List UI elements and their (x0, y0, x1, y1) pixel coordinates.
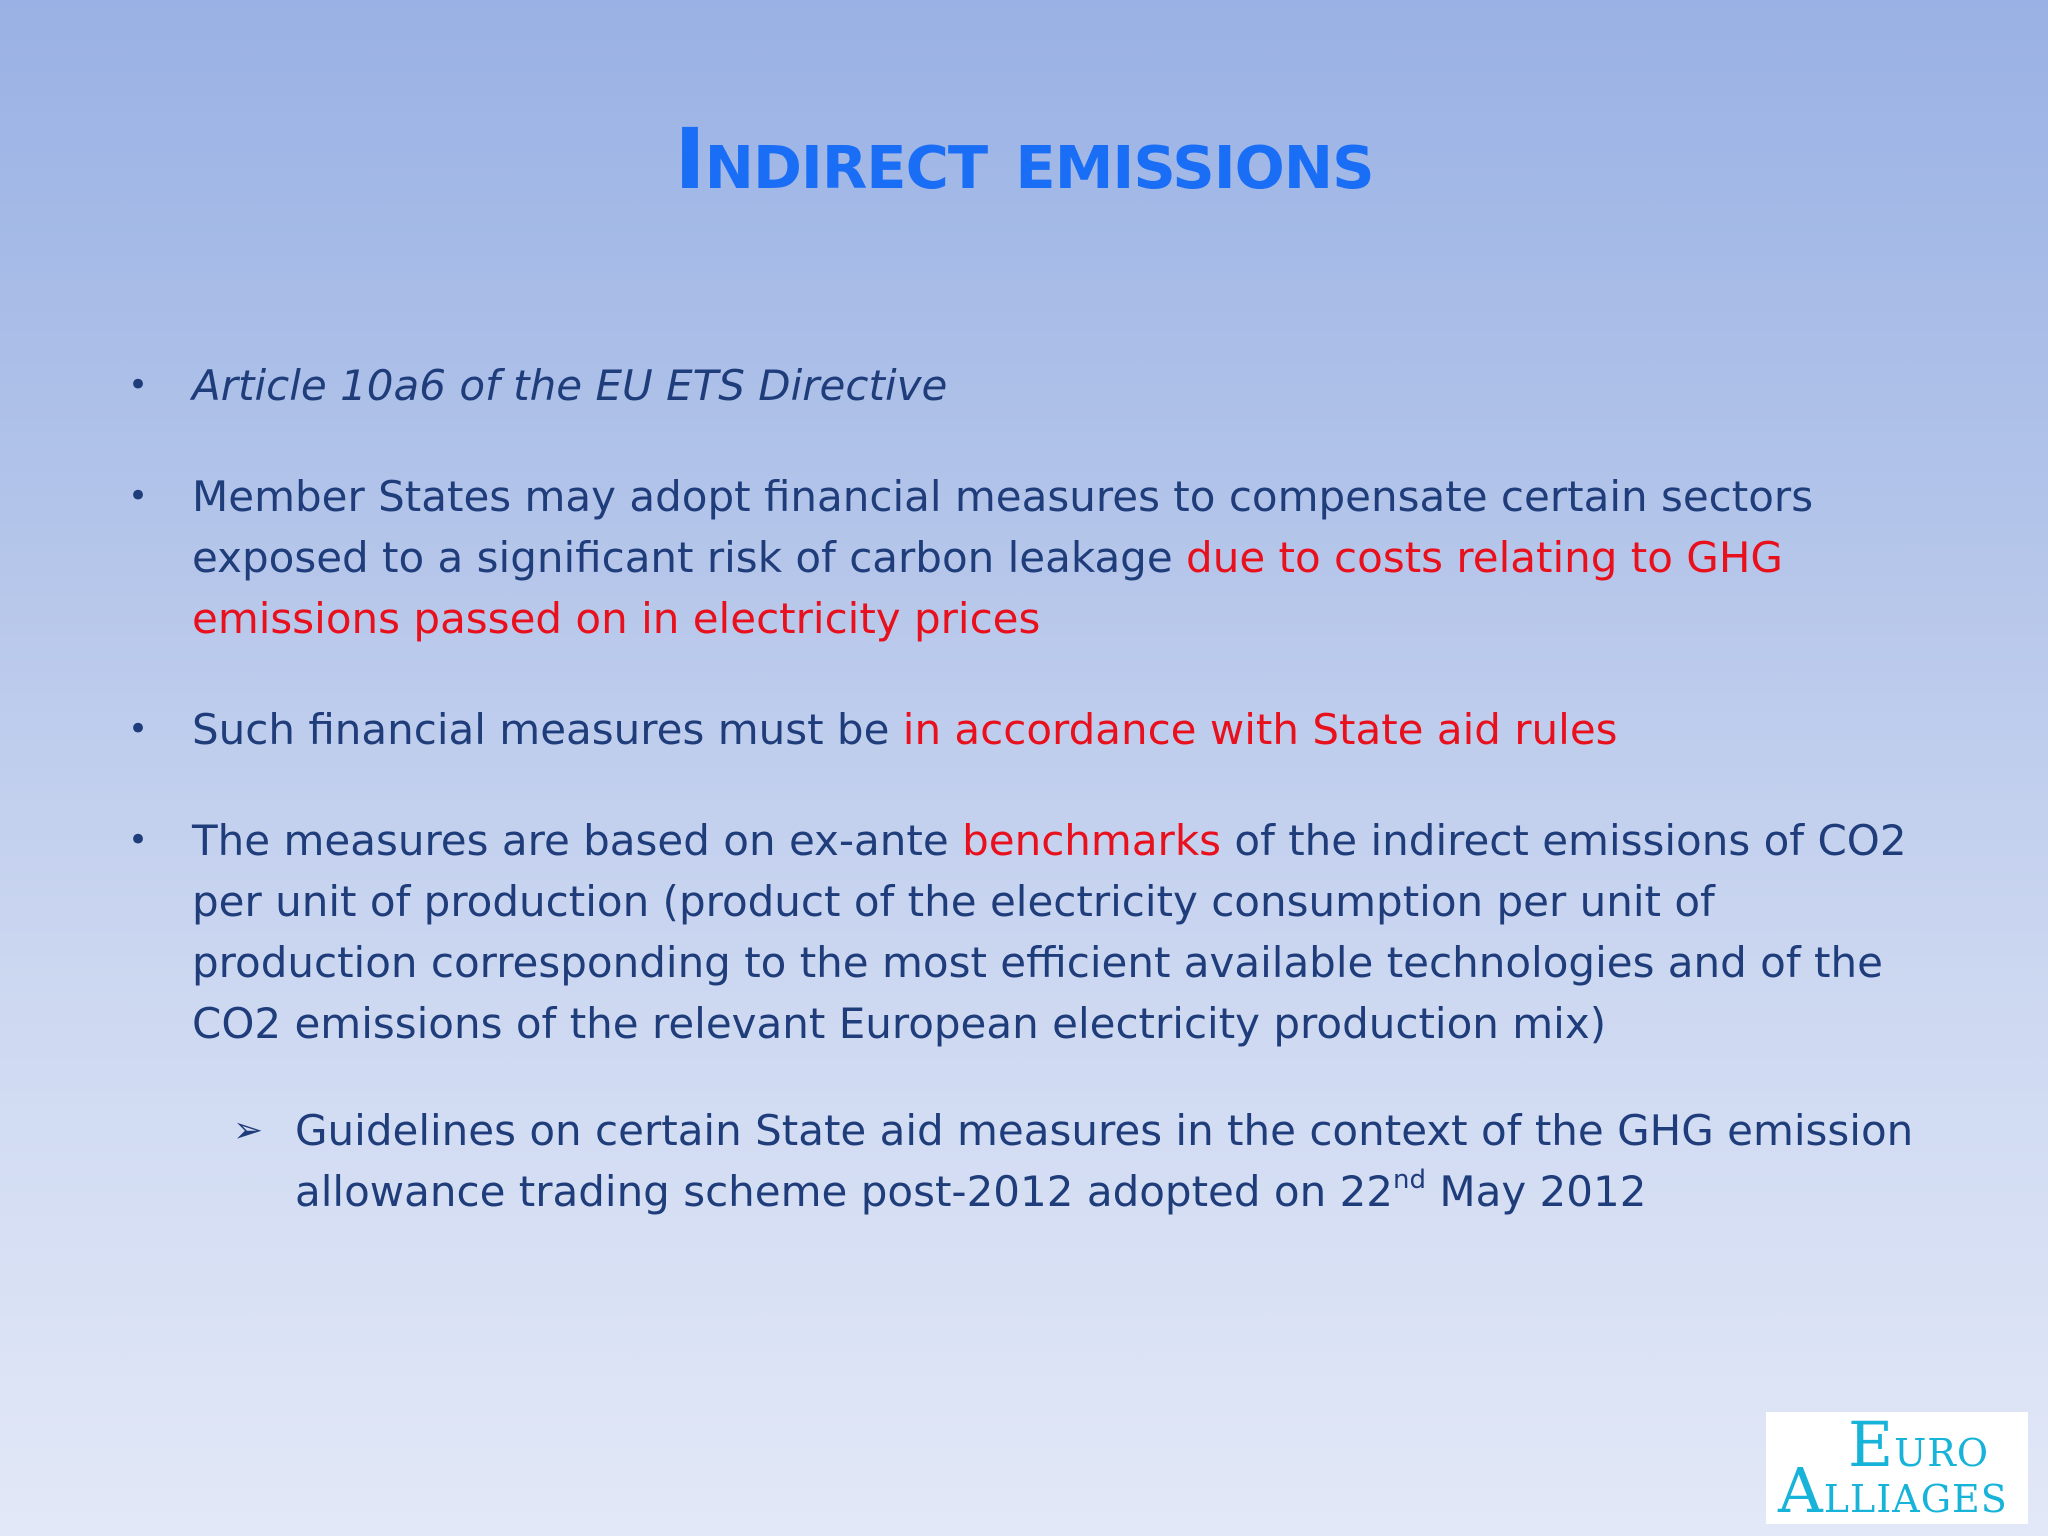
bullet-item (125, 699, 1935, 760)
bullet-highlight: due to costs relating to GHG emissions passed on in electricity prices (192, 533, 1783, 643)
bullet-dot-icon: • (128, 709, 149, 749)
bullet-item (125, 466, 1935, 649)
bullet-list (125, 355, 1935, 1222)
bullet-item (125, 810, 1935, 1054)
bullet-text: Member States may adopt financial measures to compensate certain sectors exposed to a significant risk of carbon leakage (192, 472, 1814, 582)
sub-bullet-text: May 2012 (1426, 1167, 1647, 1216)
bullet-dot-icon: • (128, 476, 149, 516)
bullet-item (125, 355, 1935, 416)
bullet-highlight: benchmarks (962, 816, 1222, 865)
bullet-dot-icon: • (128, 365, 149, 405)
bullet-text: The measures are based on ex-ante (192, 816, 963, 865)
euroalliages-logo (1766, 1408, 2028, 1527)
bullet-text: Such financial measures must be (192, 705, 903, 754)
ordinal-suffix: nd (1393, 1165, 1426, 1195)
bullet-text: Article 10a6 of the EU ETS Directive (192, 361, 948, 410)
sub-bullet-text: Guidelines on certain State aid measures in the context of the GHG emission allowance trading scheme post-2012 adopted on 22 (295, 1106, 1914, 1216)
slide-title: Indirect emissions (674, 110, 1374, 208)
bullet-dot-icon: • (128, 820, 149, 860)
logo-line-2: ALLIAGES (1778, 1454, 2008, 1527)
sub-bullet-item (125, 1100, 1935, 1222)
logo-line-1: EURO (1848, 1408, 1990, 1481)
bullet-highlight: in accordance with State aid rules (902, 705, 1618, 754)
bullet-text: of the indirect emissions of CO2 per unit of production (product of the electricity consumption per unit of production corresponding to the most efficient available technologies and of the CO2 emissions of the relevant European electricity production mix) (192, 816, 1907, 1048)
arrow-bullet-icon: ➢ (233, 1110, 264, 1151)
